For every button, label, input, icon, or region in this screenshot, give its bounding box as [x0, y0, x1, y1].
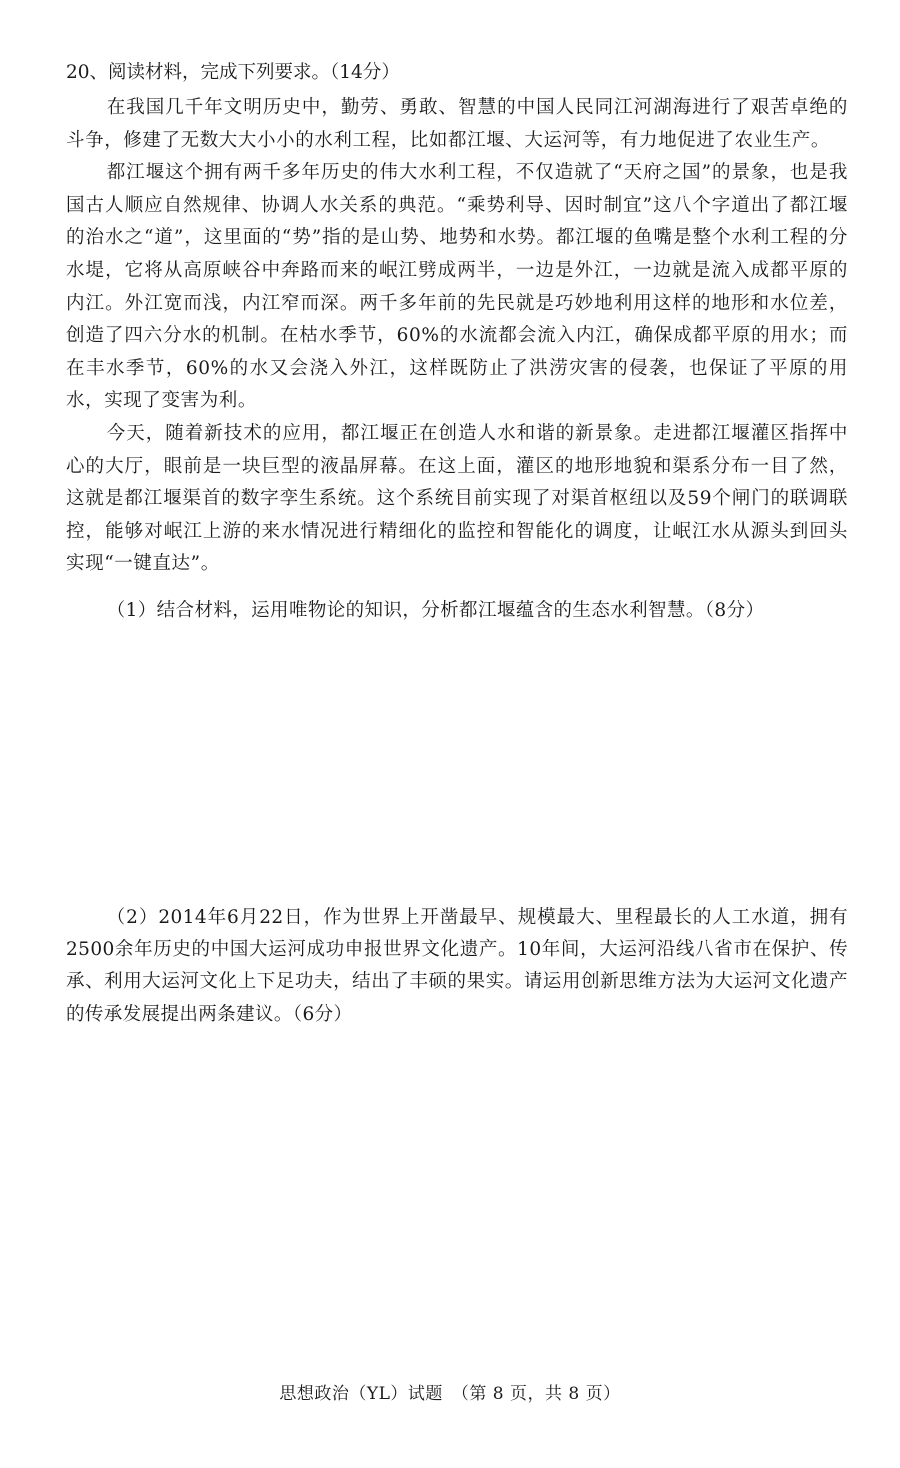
- passage-paragraph-2: 都江堰这个拥有两千多年历史的伟大水利工程，不仅造就了“天府之国”的景象，也是我国古人顺应自然规律、协调人水关系的典范。“乘势利导、因时制宜”这八个字道出了都江堰的治水之“道”，这里面的“势”指的是山势、地势和水势。都江堰的鱼嘴是整个水利工程的分水堤，它将从高原峡谷中奔路而来的岷江劈成两半，一边是外江，一边就是流入成都平原的内江。外江宽而浅，内江窄而深。两千多年前的先民就是巧妙地利用这样的地形和水位差，创造了四六分水的机制。在枯水季节，60%的水流都会流入内江，确保成都平原的用水；而在丰水季节，60%的水又会浇入外江，这样既防止了洪涝灾害的侵袭，也保证了平原的用水，实现了变害为利。: [66, 162, 848, 412]
- question-title: 20、阅读材料，完成下列要求。（14分）: [66, 62, 400, 83]
- passage-paragraph-3: 今天，随着新技术的应用，都江堰正在创造人水和谐的新景象。走进都江堰灌区指挥中心的大厅，眼前是一块巨型的液晶屏幕。在这上面，灌区的地形地貌和渠系分布一目了然，这就是都江堰渠首的数字孪生系统。这个系统目前实现了对渠首枢纽以及59个闸门的联调联控，能够对岷江上游的来水情况进行精细化的监控和智能化的调度，让岷江水从源头到回头实现“一键直达”。: [66, 422, 848, 575]
- sub-question-1: （1）结合材料，运用唯物论的知识，分析都江堰蕴含的生态水利智慧。（8分）: [106, 600, 765, 621]
- reading-passage: [66, 92, 848, 581]
- sub-question-2: （2）2014年6月22日，作为世界上开凿最早、规模最大、里程最长的人工水道，拥有2500余年历史的中国大运河成功申报世界文化遗产。10年间，大运河沿线八省市在保护、传承、利用大运河文化上下足功夫，结出了丰硕的果实。请运用创新思维方法为大运河文化遗产的传承发展提出两条建议。（6分）: [66, 907, 848, 1025]
- passage-paragraph-1: 在我国几千年文明历史中，勤劳、勇敢、智慧的中国人民同江河湖海进行了艰苦卓绝的斗争，修建了无数大大小小的水利工程，比如都江堰、大运河等，有力地促进了农业生产。: [66, 97, 848, 151]
- page-footer: 思想政治（YL）试题 （第 8 页，共 8 页）: [279, 1384, 621, 1404]
